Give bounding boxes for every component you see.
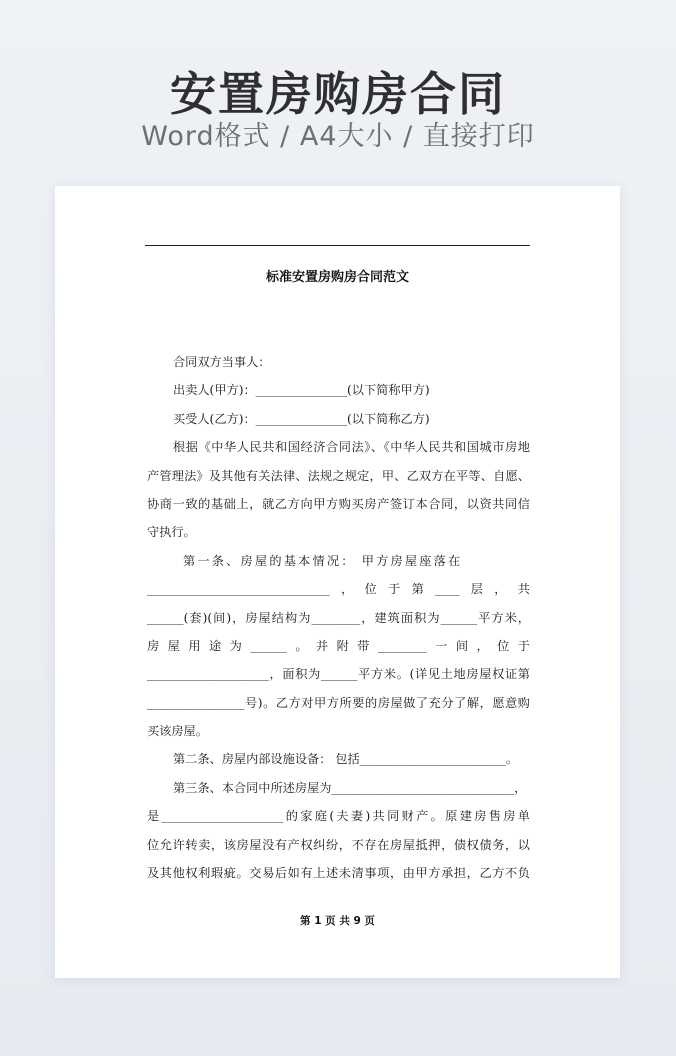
- document-page: [55, 186, 620, 978]
- paragraph-line: 根据《中华人民共和国经济合同法》、《中华人民共和国城市房地: [173, 440, 530, 455]
- paragraph-line: 买该房屋。: [147, 724, 208, 739]
- article-1-heading: 第一条、房屋的基本情况： 甲方房屋座落在: [183, 553, 463, 568]
- buyer-line: 买受人(乙方)：_______________(以下简称乙方): [173, 411, 430, 426]
- article-3-line: 第三条、本合同中所述房屋为______________________________，: [173, 780, 527, 795]
- seller-line: 出卖人(甲方)：_______________(以下简称甲方): [173, 383, 430, 398]
- banner-title: 安置房购房合同: [170, 67, 506, 121]
- document-title: 标准安置房购房合同范文: [265, 270, 409, 285]
- paragraph-line: 及其他权利瑕疵。交易后如有上述未清事项，由甲方承担，乙方不负: [147, 866, 530, 881]
- paragraph-line: 守执行。: [147, 525, 196, 540]
- paragraph-line: 是____________________的家庭(夫妻)共同财产。原建房售房单: [147, 809, 530, 824]
- header-rule: [145, 245, 530, 246]
- paragraph-line: 位允许转卖，该房屋没有产权纠纷，不存在房屋抵押，债权债务，以: [147, 837, 530, 852]
- paragraph-line: ______(套)(间)，房屋结构为________，建筑面积为______平方米，: [147, 610, 530, 625]
- document-body: [147, 348, 530, 887]
- paragraph-line: 房屋用途为______。并附带________一间，位于: [147, 638, 530, 653]
- paragraph-line: ______________________________，位于第____层，共: [147, 582, 530, 597]
- page-number: 第 1 页 共 9 页: [300, 915, 375, 927]
- parties-heading: 合同双方当事人：: [173, 355, 271, 369]
- paragraph-line: ________________号)。乙方对甲方所要的房屋做了充分了解，愿意购: [147, 695, 530, 710]
- article-2-line: 第二条、房屋内部设施设备： 包括________________________。: [173, 752, 519, 767]
- paragraph-line: 产管理法》及其他有关法律、法规之规定，甲、乙双方在平等、自愿、: [147, 468, 530, 483]
- paragraph-line: 协商一致的基础上，就乙方向甲方购买房产签订本合同，以资共同信: [147, 496, 530, 511]
- paragraph-line: ____________________，面积为______平方米。(详见土地房屋权证第: [147, 667, 530, 682]
- banner-subtitle: Word格式 / A4大小 / 直接打印: [141, 121, 535, 152]
